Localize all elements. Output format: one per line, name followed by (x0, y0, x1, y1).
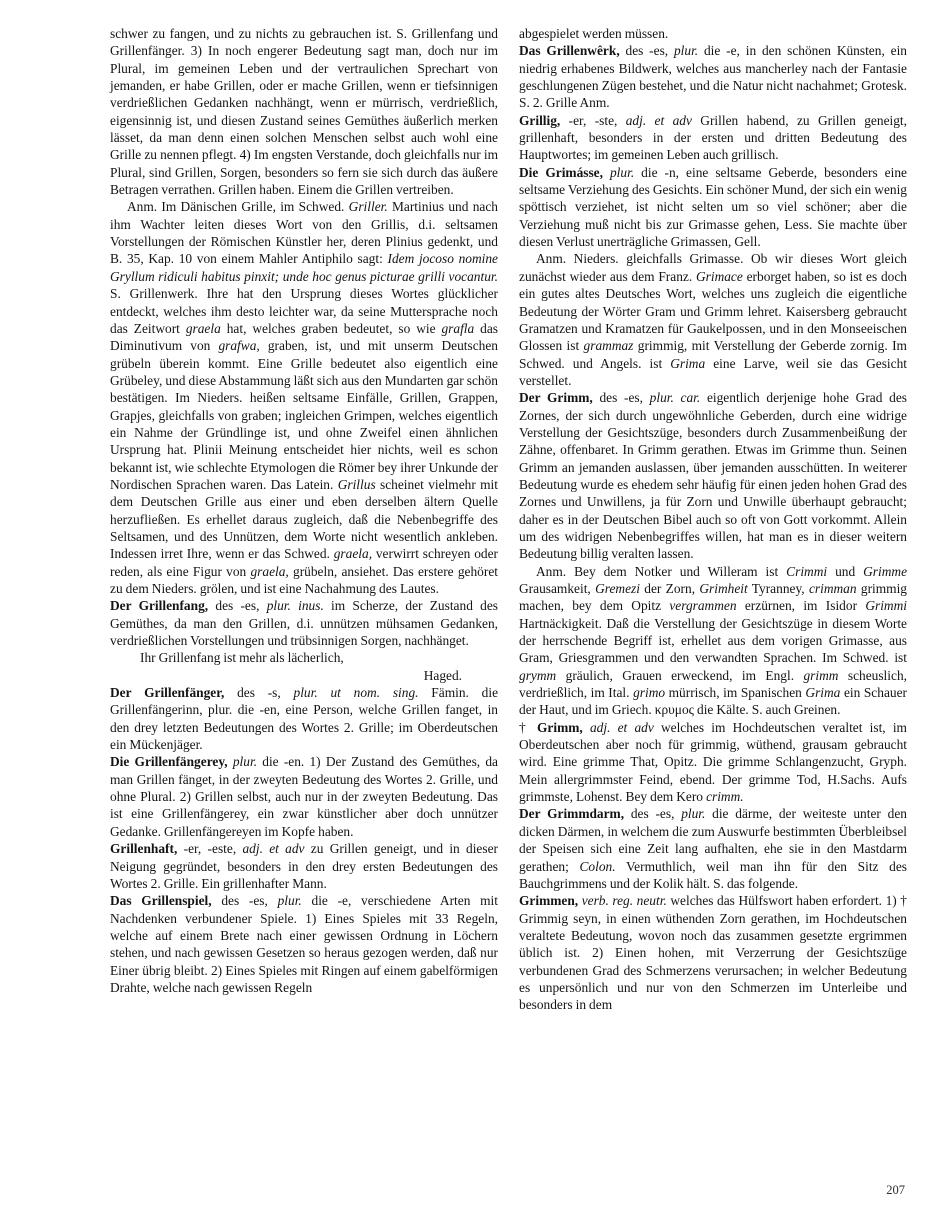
text-run: Der Grimmdarm, (519, 806, 625, 822)
text-run: Grimme (863, 563, 908, 579)
text-run (603, 165, 610, 180)
text-run: Grillig, (519, 112, 561, 128)
text-run: Grimheit (699, 581, 748, 596)
text-run: plur. (681, 806, 706, 822)
text-run: Griller. (348, 199, 388, 215)
text-run: welches im Hochdeutschen veraltet ist, im Oberdeutschen aber noch für grimmig, wüthend, grausam gebraucht wird. Eine grimme That, Opitz. Die grimme Schlangenzucht, Gryph. Mein allergrimmster Feind, ebend. Der grimme Tod, H.Sachs. Aufs grimmste, Lohenst. Bey dem Kero (519, 719, 907, 805)
text-run: adj. et adv (242, 841, 305, 857)
text-run: -er, -ste, (560, 112, 626, 128)
paragraph (110, 684, 498, 753)
text-run: Vermuthlich, weil man ihn für den Sitz des Bauchgrimmens und der Kolik hält. S. das folgende. (519, 858, 907, 891)
text-run: crimm. (706, 789, 744, 805)
text-run: die -en. 1) Der Zustand des Gemüthes, da man Grillen fänget, in der zweyten Bedeutung des Wortes 2. Grille, und ohne Plural. 2) Grillen selbst, auch nur in der zweyten Bedeutung. Das ist eine Grillenfängerey, ein zwar künstlicher aber doch unnützer Gedanke. Grillenfängereyen im Kopfe haben. (110, 754, 498, 839)
text-run: grimmig, mit Verstellung der Geberde zornig. Im Schwed. und Angels. ist (519, 338, 907, 371)
paragraph (110, 597, 498, 649)
text-run: Grimace (695, 268, 743, 284)
paragraph (110, 649, 498, 666)
text-run: graben, ist, und mit unserm Deutschen grübeln überein kommt. Eine Grille bedeutet also eigentlich eine Grübeley, und diese Abstammung läßt sich aus den Mundarten gar schön bestätigen. Im Nieders. heißen seltsame Einfälle, Grillen, Grappen, Grapjes, gleichfalls von graben; ingleichen Grimpen, welches eigentlich ein Nahme der Gründlinge ist, und ohne Zweifel einen ähnlichen Ursprung hat. Plinii Meinung entscheidet hier nichts, weil es schon bekannt ist, wie schlechte Etymologen die Römer bey ihrer Unkunde der Nordischen Sprachen waren. Das Latein. (110, 338, 498, 492)
paragraph (519, 892, 907, 1013)
text-run: -er, -este, (177, 841, 243, 857)
text-run: Martinius und nach ihm Wachter leiten dieses Wort von den Grillis, d.i. seltsamen Vorstellungen der Römischen Künstler her, deren Plinius gedenkt, und B. 35, Kap. 10 von einem Mahler Antiphilo sagt: (110, 199, 498, 267)
text-run: die därme, der weiteste unter den dicken Därmen, in welchem die zum Auswurfe bestimmten Überbleibsel der Speisen sich eine Zeit lang aufhalten, ehe sie in den Mastdarm gerathen; (519, 806, 907, 874)
text-run: das Diminutivum von (110, 320, 498, 354)
text-run: Grausamkeit, (519, 581, 596, 596)
text-run: Grimmi (865, 598, 907, 614)
paragraph (519, 389, 907, 562)
paragraph (519, 250, 907, 389)
text-run: adj. et adv (625, 112, 692, 128)
text-run: Anm. Bey dem Notker und Willeram ist (536, 563, 787, 579)
paragraph (110, 892, 498, 996)
text-run: Grimmen, (519, 893, 579, 909)
text-run: scheuslich, verdrießlich, im Ital. (519, 667, 907, 701)
text-run: die -n, eine seltsame Geberde, besonders eine seltsame Verziehung des Gesichts. Ein schöner Mund, der sich ein wenig spöttisch verziehet, ist nicht selten um so viel schöner; aber die Verziehung muß nicht bis zur Grimasse gehen, Less. Sie machte über diesen Verlust unerträgliche Grimassen, Gell. (519, 164, 907, 250)
paragraph (519, 563, 907, 719)
text-run: des -es, (592, 390, 650, 406)
text-run: Ihr Grillenfang ist mehr als lächerlich, (140, 650, 344, 666)
paragraph (519, 164, 907, 251)
text-run: plur. (609, 164, 635, 180)
paragraph (110, 840, 498, 892)
text-run: schwer zu fangen, und zu nichts zu gebrauchen ist. S. Grillenfang und Grillenfänger. 3) In noch engerer Bedeutung sagt man, doch nur im Plural, im gemeinen Leben und der vertraulichen Sprechart von jemanden, er habe Grillen, oder er mache Grillen, wenn er tiefsinnigen verdrießlichen Gedanken nachhängt, wenn er mürrisch, verdrießlich, eigensinnig ist, und diesen Zustand seines Gemüthes äußerlich merken lässet, da man denn einen solchen Menschen selbst auch wohl eine Grille zu nennen pflegt. 4) Im engsten Verstande, doch gleichfalls nur im Plural, sind Grillen, Sorgen, besonders so fern sie sich durch das äußere Betragen verrathen. Grillen haben. Einem die Grillen vertreiben. (110, 26, 498, 198)
text-run: Der Grillenfänger, (110, 685, 225, 701)
text-run: Das Grillenspiel, (110, 893, 212, 909)
paragraph (110, 198, 498, 597)
text-run: erzürnen, im Isidor (736, 598, 866, 614)
text-run: S. Grillenwerk. Ihre hat den Ursprung dieses Wortes glücklicher entdeckt, welches ihm desto leichter war, da seine Muttersprache noch das Zeitwort (110, 286, 498, 336)
text-run: plur. inus. (266, 598, 324, 614)
text-run: eine Larve, weil sie das Gesicht verstellet. (519, 355, 907, 388)
text-run (583, 720, 590, 735)
text-run: graela, (333, 546, 373, 562)
text-run: welches das Hülfswort haben erfordert. 1) † Grimmig seyn, in einen wüthenden Zorn gerathen, im Hochdeutschen veraltete Bedeutung, wovon noch das zusammen gesetzte ergrimmen üblich ist. 2) Einen hohen, mit Verzerrung der Gesichtszüge verbundenen Grad des Schmerzens verursachen; in welcher Bedeutung es unpersönlich und nur von den Schmerzen im Unterleibe und besonders in dem (519, 893, 907, 1013)
text-run: der Zorn, (639, 581, 700, 596)
text-run: hat, welches graben bedeutet, so wie (220, 320, 442, 336)
text-run: † (519, 719, 538, 735)
text-run: Das Grillenwêrk, (519, 43, 620, 59)
paragraph (519, 719, 907, 806)
text-run: und (827, 563, 864, 579)
text-run: grimmig machen, bey dem Opitz (519, 581, 907, 614)
paragraph (110, 753, 498, 840)
text-run: erborget haben, so ist es doch ein gutes altes Deutsches Wort, welches uns zugleich die eigentliche Bedeutung der Wörter Gram und Grimm lehret. Kaisersberg gebraucht Gramatzen und Kramatzen für Gaukelpossen, und in den Monseeischen Glossen ist (519, 268, 907, 354)
text-run: plur. (277, 893, 302, 909)
text-run: plur. (673, 43, 699, 59)
text-run: grafla (441, 320, 475, 336)
text-run: Hartnäckigkeit. Daß die Verstellung der Gesichtszüge in diesem Worte der herrschende Begriff ist, erhellet aus dem vorigen Grimasse, aus Gram, Griesgrammen und den verwandten Sprachen. Im Schwed. ist (519, 615, 907, 666)
text-run: Idem jocoso nomine Gryllum ridiculi habitus pinxit; unde hoc genus picturae grilli vocantur. (110, 251, 498, 284)
text-run: verb. reg. neutr. (581, 893, 667, 909)
text-run: crimman (808, 581, 857, 596)
text-run: graela (185, 320, 221, 336)
text-run: vergrammen (669, 598, 737, 614)
text-run: ein Schauer der Haut, und im Griech. κρυμος die Kälte. S. auch Greinen. (519, 685, 907, 718)
text-run: Haged. (423, 667, 462, 683)
text-run: Grima (670, 355, 706, 371)
text-run: die -e, in den schönen Künsten, ein niedrig erhabenes Bildwerk, welches aus mancherley nach der Fantasie geschlungenen Zügen bestehet, und die Natur nicht nachahmet; Grotesk. S. 2. Grille Anm. (519, 43, 907, 111)
text-run: grafwa, (218, 338, 260, 354)
text-run: die -e, verschiedene Arten mit Nachdenken verbundener Spiele. 1) Eines Spieles mit 33 Regeln, welche auf einem Brete nach einer gewissen Ordnung in Löchern stehen, und nach gewissen Gesetzen so heraus gezogen werden, daß nur Einer übrig bleibt. 2) Eines Spieles mit Ringen auf einem gabelförmigen Drahte, welche nach gewissen Regeln (110, 893, 498, 995)
text-run: eigentlich derjenige hohe Grad des Zornes, der sich durch ungewöhnliche Geberden, durch eine widrige Verstellung der Gesichtszüge, besonders durch Zusammenbeißung der Zähne, offenbaret. In Grimm gerathen. Etwas im Grimme thun. Seinen Grimm an jemanden auslassen, über jemanden ausschütten. In weiterer Bedeutung wurde es ehedem sehr häufig für einen jeden hohen Grad des Zornes und Unwillens, ja für Zorn und Unwille überhaupt gebraucht; daher es in der Deutschen Bibel auch so oft von Gott vorkommt. Allein um des widrigen Nebenbegriffes willen, hat man es in dieser weitern Bedeutung billig veralten lassen. (519, 390, 907, 562)
text-run: graela, (250, 563, 289, 579)
text-run: Colon. (579, 858, 616, 874)
text-run: mürrisch, im Spanischen (665, 685, 806, 701)
text-run: Der Grillenfang, (110, 598, 209, 614)
text-run: Anm. Nieders. gleichfalls Grimasse. Ob wir dieses Wort gleich zunächst wieder aus dem Franz. (519, 251, 907, 284)
text-run: abgespielet werden müssen. (519, 26, 669, 41)
text-run: Grillus (337, 476, 376, 492)
text-run: grübeln, ansiehet. Das erstere gehöret zu dem Nieders. grölen, und ist eine Nachahmung des Lautes. (110, 563, 499, 596)
text-run: verwirrt schreyen oder reden, als eine Figur von (110, 546, 498, 579)
paragraph (519, 805, 907, 892)
text-run: scheinet vielmehr mit dem Deutschen Grille aus einer und eben derselben ältern Quelle herzufließen. Es erhellet daraus zugleich, daß die Nebenbegriffe des Seltsamen, und des Unnützen, dem Worte nicht wesentlich ankleben. Indessen irret Ihre, wenn er das Schwed. (110, 476, 499, 562)
text-run: im Scherze, der Zustand des Gemüthes, da man den Grillen, d.i. unnützen mühsamen Gedanken, verdrießlichen Vorstellungen und trübsinnigen Sorgen, nachhänget. (110, 598, 498, 649)
text-run: grimm (803, 667, 839, 683)
text-run: des -es, (619, 43, 674, 59)
text-run: Tyranney, (747, 581, 809, 596)
paragraph (519, 42, 907, 111)
text-run: Die Grillenfängerey, (110, 754, 228, 770)
paragraph (519, 25, 907, 42)
text-run: des -es, (624, 806, 682, 822)
text-run: Grima (805, 685, 841, 701)
text-run: Anm. Im Dänischen Grille, im Schwed. (127, 199, 349, 215)
text-run: Fämin. die Grillenfängerinn, plur. die -en, eine Person, welche Grillen fanget, in den drey letzten Bedeutungen des Wortes 2. Grille; im Oberdeutschen ein Mückenjäger. (110, 685, 499, 753)
text-run: Gremezi (595, 581, 640, 596)
text-run: zu Grillen geneigt, und in dieser Neigung gegründet, besonders in den drey ersten Bedeutungen des Wortes 2. Grille. Ein grillenhafter Mann. (110, 841, 498, 891)
text-run: Der Grimm, (519, 390, 593, 406)
text-run: Crimmi (786, 563, 828, 579)
text-run: plur. (232, 754, 258, 770)
text-run: Grimm, (537, 719, 583, 735)
text-run: Grillen habend, zu Grillen geneigt, grillenhaft, besonders in der ersten und dritten Bedeutung des Hauptwortes; im gemeinen Leben auch grillisch. (519, 112, 907, 163)
text-run: des -s, (224, 685, 294, 701)
paragraph (519, 112, 907, 164)
text-run: des -es, (208, 598, 267, 614)
text-column-right (519, 25, 907, 1014)
text-run: grammaz (583, 338, 634, 354)
text-run: plur. car. (649, 390, 701, 406)
text-run: grymm (519, 667, 557, 683)
text-run: des -es, (211, 893, 278, 909)
paragraph (110, 25, 498, 198)
text-run: plur. ut nom. sing. (293, 685, 419, 701)
text-run: gräulich, Grauen erweckend, im Engl. (556, 667, 804, 683)
text-run: adj. et adv (589, 719, 654, 735)
paragraph (110, 667, 498, 684)
page-number: 207 (886, 1183, 905, 1197)
text-run: Grillenhaft, (110, 841, 178, 857)
text-column-left (110, 25, 498, 1014)
text-run: grimo (633, 685, 666, 701)
text-run: Die Grimásse, (519, 164, 603, 180)
